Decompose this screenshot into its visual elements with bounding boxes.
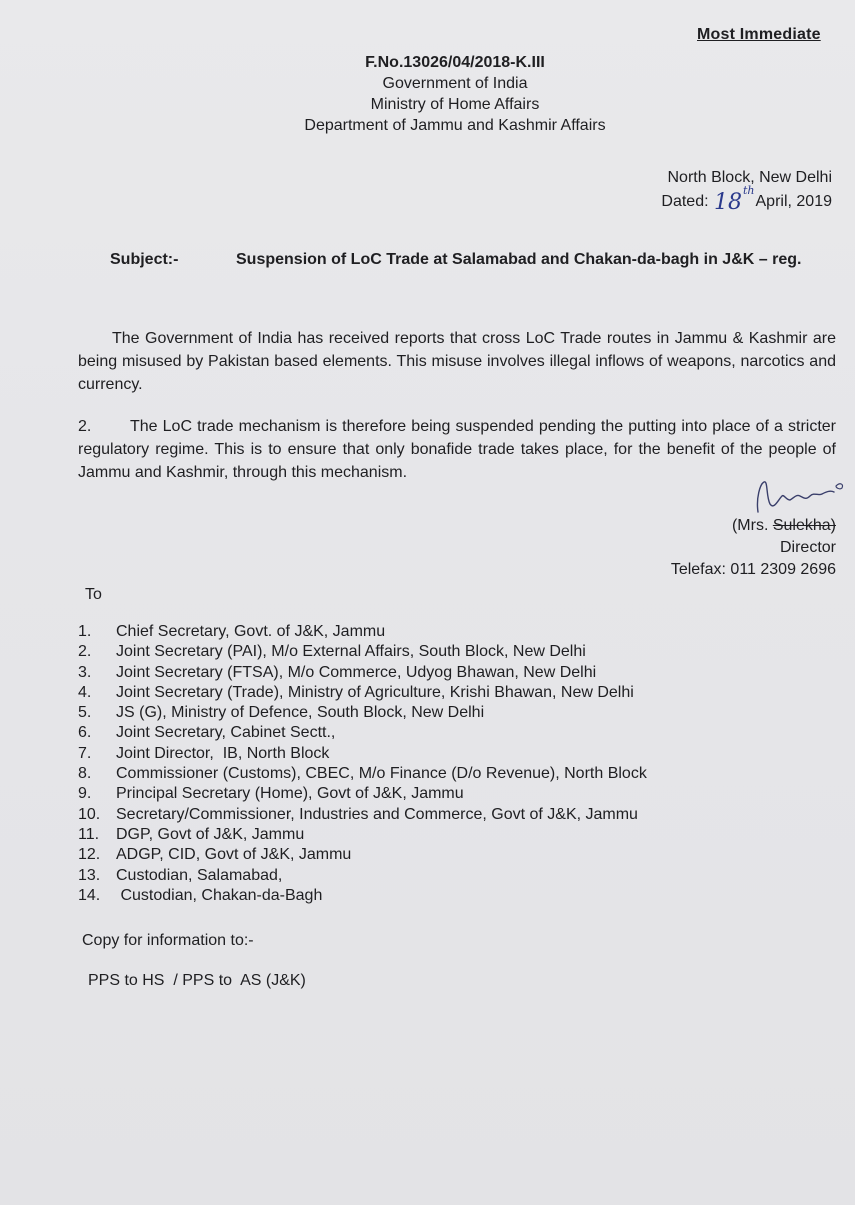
item-text: JS (G), Ministry of Defence, South Block, New Delhi xyxy=(116,704,485,722)
item-text: DGP, Govt of J&K, Jammu xyxy=(116,825,305,843)
item-text: Joint Secretary (PAI), M/o External Affairs, South Block, New Delhi xyxy=(116,643,586,661)
signatory-telefax: Telefax: 011 2309 2696 xyxy=(670,561,836,578)
item-number: 3. xyxy=(78,663,92,681)
item-text: Joint Secretary (FTSA), M/o Commerce, Udyog Bhawan, New Delhi xyxy=(116,663,597,681)
item-text: Chief Secretary, Govt. of J&K, Jammu xyxy=(116,623,386,640)
list-item xyxy=(78,723,647,743)
item-text: ADGP, CID, Govt of J&K, Jammu xyxy=(116,846,352,864)
letterhead xyxy=(270,52,640,136)
subject-label: Subject:- xyxy=(110,251,179,268)
signature-scribble xyxy=(748,478,848,518)
item-number: 6. xyxy=(78,724,92,742)
government-name: Government of India xyxy=(382,75,528,92)
paragraph-2 xyxy=(78,415,836,484)
place: North Block, New Delhi xyxy=(667,169,832,186)
item-number: 4. xyxy=(78,683,92,701)
signatory-designation: Director xyxy=(779,539,836,556)
copy-recipients: PPS to HS / PPS to AS (J&K) xyxy=(88,972,306,989)
item-number: 8. xyxy=(78,765,92,783)
item-number: 9. xyxy=(78,785,92,803)
item-text: Joint Secretary (Trade), Ministry of Agriculture, Krishi Bhawan, New Delhi xyxy=(116,683,634,701)
item-number: 14. xyxy=(78,886,101,904)
to-label: To xyxy=(85,586,102,603)
paragraph-1: The Government of India has received reports that cross LoC Trade routes in Jammu & Kashmir are being misused by Pakistan based elements. This misuse involves illegal inflows of weapons, narcotics and currency. xyxy=(78,330,836,393)
priority-marking: Most Immediate xyxy=(697,26,821,43)
date-label: Dated: xyxy=(661,193,709,210)
list-item xyxy=(78,784,647,804)
signatory-name-line xyxy=(600,515,836,537)
paragraph-2-number: 2. xyxy=(78,418,92,435)
item-text: Secretary/Commissioner, Industries and Commerce, Govt of J&K, Jammu xyxy=(116,805,638,823)
item-number: 7. xyxy=(78,744,92,762)
list-item xyxy=(78,805,647,825)
list-item xyxy=(78,683,647,703)
item-number: 12. xyxy=(78,846,101,864)
item-text: Joint Director, IB, North Block xyxy=(116,744,330,762)
list-item xyxy=(78,642,647,662)
list-item xyxy=(78,886,647,906)
date-line xyxy=(600,184,832,215)
list-item xyxy=(78,866,647,886)
department-name: Department of Jammu and Kashmir Affairs xyxy=(304,117,606,134)
subject-text: Suspension of LoC Trade at Salamabad and Chakan-da-bagh in J&K – reg. xyxy=(236,251,802,268)
item-number: 10. xyxy=(78,805,101,823)
item-number: 2. xyxy=(78,643,92,661)
list-item xyxy=(78,825,647,845)
item-text: Commissioner (Customs), CBEC, M/o Finance (D/o Revenue), North Block xyxy=(116,765,647,783)
item-text: Joint Secretary, Cabinet Sectt., xyxy=(116,724,336,742)
place-and-date xyxy=(600,167,832,214)
item-number: 1. xyxy=(78,623,92,640)
list-item xyxy=(78,845,647,865)
item-text: Custodian, Salamabad, xyxy=(116,866,283,884)
copy-label: Copy for information to:- xyxy=(82,932,254,949)
signatory-name: Sulekha) xyxy=(772,517,836,534)
item-number: 11. xyxy=(78,825,100,843)
list-item xyxy=(78,744,647,764)
signatory-prefix: (Mrs. xyxy=(731,517,769,534)
list-item xyxy=(78,764,647,784)
handwritten-day-suffix: th xyxy=(742,184,755,197)
ministry-name: Ministry of Home Affairs xyxy=(370,96,540,113)
item-number: 13. xyxy=(78,866,101,884)
date-month-year: April, 2019 xyxy=(755,193,832,210)
handwritten-day: 18 xyxy=(713,190,742,215)
paragraph-2-text: The LoC trade mechanism is therefore being suspended pending the putting into place of a stricter regulatory regime. This is to ensure that only bonafide trade takes place, for the benefit of the people of Jammu and Kashmir, through this mechanism. xyxy=(78,418,836,481)
file-number: F.No.13026/04/2018-K.III xyxy=(365,54,545,71)
list-item xyxy=(78,663,647,683)
item-text: Principal Secretary (Home), Govt of J&K, Jammu xyxy=(116,785,464,803)
list-item xyxy=(78,622,647,642)
signatory-block xyxy=(600,515,836,581)
list-item xyxy=(78,703,647,723)
item-text: Custodian, Chakan-da-Bagh xyxy=(116,886,323,904)
addressee-list xyxy=(78,622,647,906)
item-number: 5. xyxy=(78,704,92,722)
